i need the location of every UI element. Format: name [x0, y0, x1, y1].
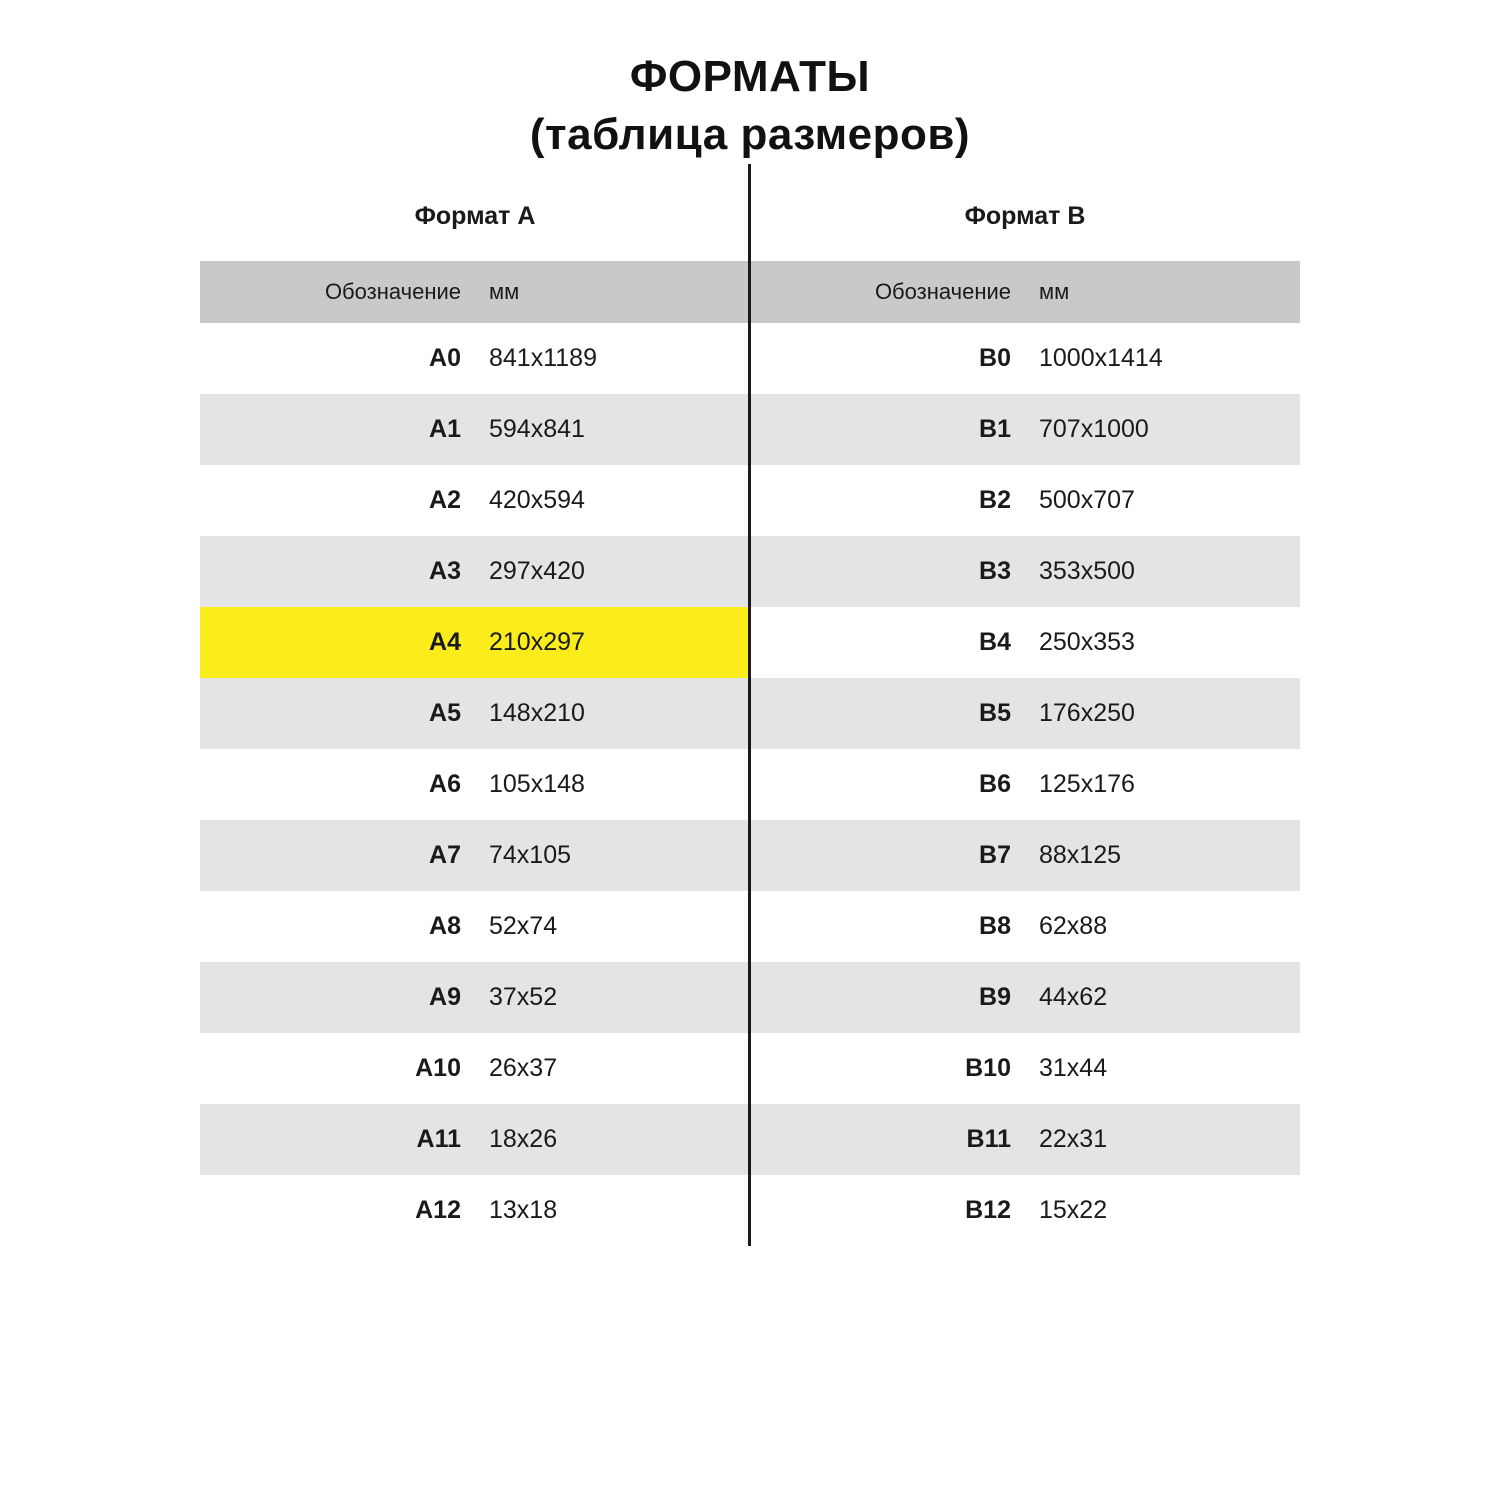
cell-a-code: A7	[200, 820, 475, 891]
cell-b-code: B10	[750, 1033, 1025, 1104]
cell-a-mm: 297x420	[475, 536, 750, 607]
header-b-code: Обозначение	[750, 261, 1025, 323]
cell-a-mm: 594x841	[475, 394, 750, 465]
cell-a-mm: 105x148	[475, 749, 750, 820]
cell-b-mm: 250x353	[1025, 607, 1300, 678]
cell-a-mm: 420x594	[475, 465, 750, 536]
cell-b-code: B0	[750, 323, 1025, 394]
cell-a-code: A12	[200, 1175, 475, 1246]
cell-b-code: B5	[750, 678, 1025, 749]
cell-b-code: B11	[750, 1104, 1025, 1175]
title-line-2: (таблица размеров)	[529, 110, 971, 160]
cell-b-code: B3	[750, 536, 1025, 607]
cell-a-mm: 18x26	[475, 1104, 750, 1175]
cell-a-code: A5	[200, 678, 475, 749]
cell-a-code: A3	[200, 536, 475, 607]
cell-b-mm: 500x707	[1025, 465, 1300, 536]
column-divider	[748, 164, 751, 1246]
cell-a-code: A10	[200, 1033, 475, 1104]
cell-b-mm: 44x62	[1025, 962, 1300, 1033]
header-b-mm: мм	[1025, 261, 1300, 323]
header-a-mm: мм	[475, 261, 750, 323]
cell-a-mm: 26x37	[475, 1033, 750, 1104]
formats-table-container	[200, 164, 1300, 1246]
cell-a-mm: 210x297	[475, 607, 750, 678]
cell-a-code: A2	[200, 465, 475, 536]
cell-a-mm: 148x210	[475, 678, 750, 749]
cell-b-mm: 22x31	[1025, 1104, 1300, 1175]
cell-a-code: A0	[200, 323, 475, 394]
page-title	[0, 0, 1500, 164]
cell-b-mm: 15x22	[1025, 1175, 1300, 1246]
cell-a-mm: 841x1189	[475, 323, 750, 394]
group-label-b: Формат В	[750, 202, 1300, 261]
cell-a-code: A1	[200, 394, 475, 465]
title-line-1: ФОРМАТЫ	[629, 52, 871, 101]
cell-b-mm: 1000x1414	[1025, 323, 1300, 394]
cell-b-mm: 707x1000	[1025, 394, 1300, 465]
cell-b-mm: 176x250	[1025, 678, 1300, 749]
cell-a-mm: 37x52	[475, 962, 750, 1033]
cell-b-code: B12	[750, 1175, 1025, 1246]
cell-b-code: B9	[750, 962, 1025, 1033]
header-a-code: Обозначение	[200, 261, 475, 323]
cell-a-mm: 52x74	[475, 891, 750, 962]
cell-b-code: B8	[750, 891, 1025, 962]
cell-b-code: B4	[750, 607, 1025, 678]
cell-a-mm: 13x18	[475, 1175, 750, 1246]
cell-b-mm: 88x125	[1025, 820, 1300, 891]
cell-b-mm: 62x88	[1025, 891, 1300, 962]
cell-a-code: A11	[200, 1104, 475, 1175]
cell-b-code: B1	[750, 394, 1025, 465]
cell-b-code: B7	[750, 820, 1025, 891]
cell-a-code: A4	[200, 607, 475, 678]
cell-b-code: B6	[750, 749, 1025, 820]
cell-a-code: A9	[200, 962, 475, 1033]
cell-a-code: A6	[200, 749, 475, 820]
cell-b-code: B2	[750, 465, 1025, 536]
group-label-a: Формат А	[200, 202, 750, 261]
cell-a-mm: 74x105	[475, 820, 750, 891]
cell-b-mm: 353x500	[1025, 536, 1300, 607]
cell-b-mm: 125x176	[1025, 749, 1300, 820]
cell-b-mm: 31x44	[1025, 1033, 1300, 1104]
cell-a-code: A8	[200, 891, 475, 962]
